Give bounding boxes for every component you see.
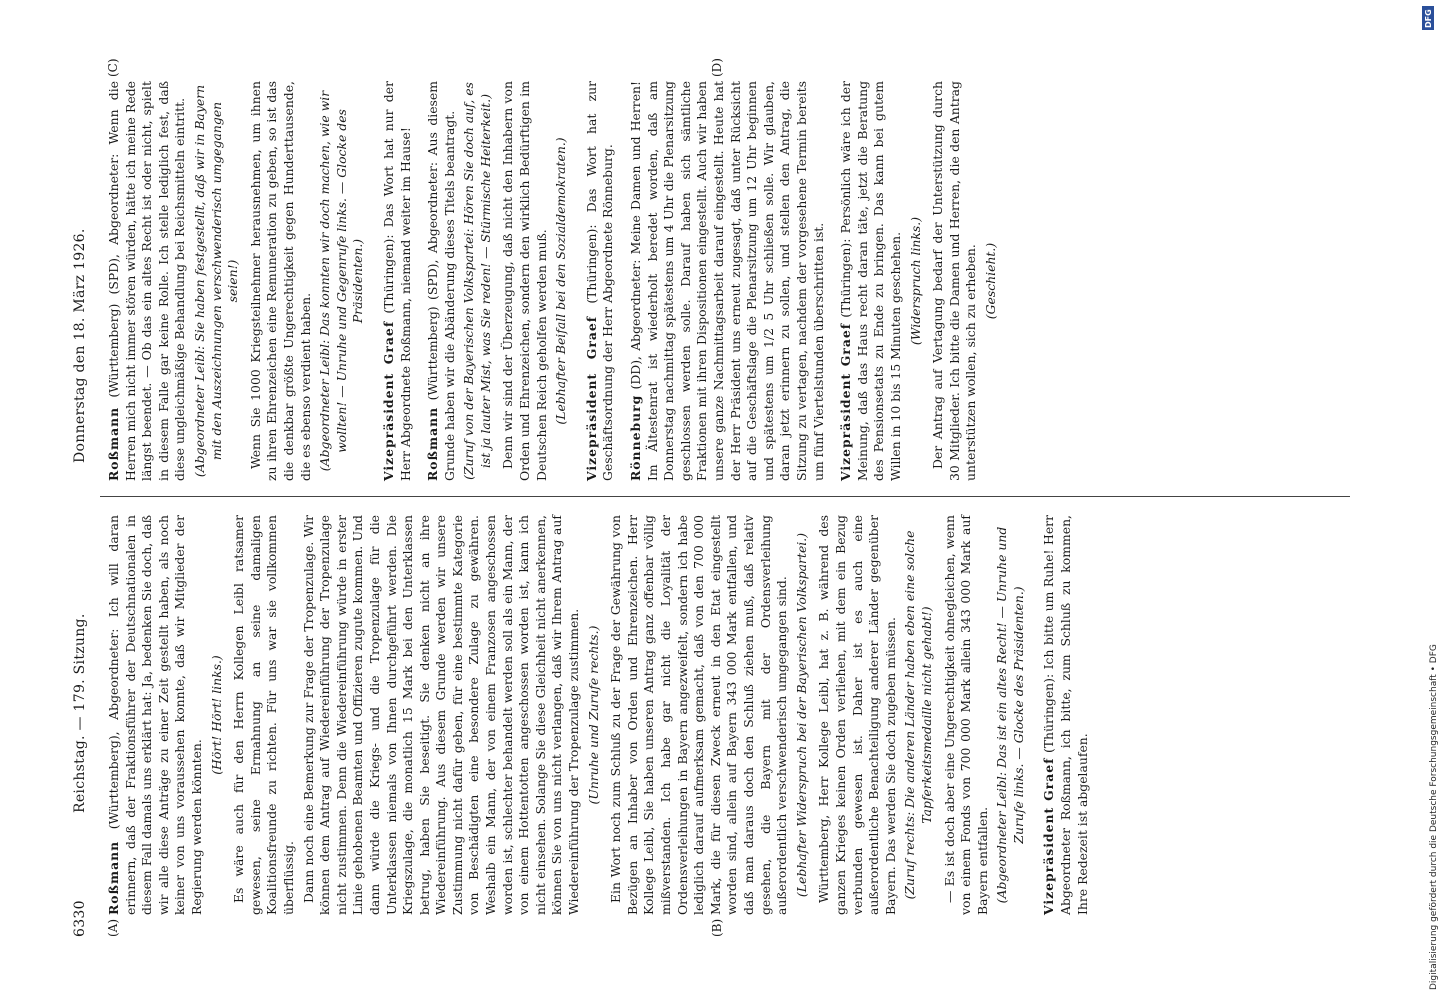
paragraph: Dann noch eine Bemerkung zur Frage der Tropenzulage. Wir können dem Antrag auf Wiedereinführung der Tropenzulage nicht zustimmen. Denn die Wiedereinführung würde in erster Linie gehobenen Beamten und Offizieren zugute kommen. Und dann würde die Kriegs- und die Tropenzulage für die Unterklassen niemals von Ihnen durchgeführt werden. Die Kriegszulage, die monatlich 15 Mark bei den Unterklassen betrug, haben Sie beseitigt. Sie denken nicht an ihre Wiedereinführung. Aus diesem Grunde werden wir unsere Zustimmung nicht dafür geben, für eine bestimmte Kategorie von Beschädigten eine besondere Zulage zu gewähren. Weshalb ein Mann, der von einem Franzosen angeschossen worden ist, schlechter behandelt werden soll als ein Mann, der von einem Hottentotten angeschossen worden ist, kann ich nicht einsehen. Solange Sie diese Gleichheit nicht anerkennen, können Sie von uns nicht verlangen, daß wir Ihrem Antrag auf Wiedereinführung der Tropenzulage zustimmen. — [300, 515, 582, 915]
sidebar-credit: Digitalisierung gefördert durch die Deutsche Forschungsgemeinschaft • DFG — [1429, 644, 1439, 990]
speech-text: (Württemberg) (SPD), Abgeordneter: Wenn die Herren mich nicht immer stören würden, hätte ich meine Rede längst beendet. — Ob das ein altes Recht ist oder nicht, spielt in diesem Falle gar keine Rolle. Ich stelle lediglich fest, daß diese ungleichmäßige Behandlung bei Reichsmitteln eintritt. — [106, 81, 188, 481]
interjection: (Zuruf rechts: Die anderen Länder haben eben eine solche Tapferkeitsmedaille nicht gehabt!) — [902, 530, 934, 900]
header-right-title: Donnerstag den 18. März 1926. — [72, 228, 88, 463]
speech-text: (Württemberg), Abgeordneter: Ich will daran erinnern, daß der Fraktionsführer der Deutschnationalen in diesem Fall damals uns erklärt hat: Ja, bedenken Sie doch, daß wir alle diese Anträge zu einer Zeit gestellt haben, als noch keiner von uns voraussehen konnte, daß wir Mitglieder der Regierung werden könnten. — [106, 515, 204, 915]
paragraph: Es wäre auch für den Herrn Kollegen Leibl ratsamer gewesen, seine Ermahnung an seine damaligen Koalitionsfreunde zu richten. Für uns war sie vollkommen überflüssig. — [231, 515, 296, 915]
paragraph: Der Antrag auf Vertagung bedarf der Unterstützung durch 30 Mitglieder. Ich bitte die Damen und Herren, die den Antrag unterstützen wollen, sich zu erheben. — [930, 81, 979, 481]
speaker-name: Vizepräsident Graef — [838, 322, 854, 481]
speech-text: (Thüringen): Ich bitte um Ruhe! Herr Abgeordneter Roßmann, ich bitte, zum Schluß zu kommen, Ihre Redezeit ist abgelaufen. — [1041, 514, 1090, 915]
speech-text: (Thüringen): Das Wort hat nur der Herr Abgeordnete Roßmann, niemand weiter im Hause! — [380, 81, 413, 481]
interjection: (Widerspruch links.) — [907, 216, 923, 346]
page-header — [70, 53, 96, 943]
speaker-name: Vizepräsident Graef — [1041, 757, 1057, 915]
speech-text: (Thüringen): Persönlich wäre ich der Meinung, daß das Haus recht daran täte, jetzt die Beratung des Pensionsetats zu Ende zu bringen. Das kann bei gutem Willen in 10 bis 15 Minuten geschehen. — [838, 80, 903, 481]
speech-text: (DD), Abgeordneter: Meine Damen und Herren! Im Ältestenrat ist wiederholt beredet worden, daß am Donnerstag nachmittag spätestens um 4 Uhr die Plenarsitzung geschlossen werden solle. Darauf haben sich sämtliche Fraktionen mit ihren Dispositionen eingestellt. Auch wir haben unsere ganze Nachmittagsarbeit darauf eingestellt. Heute hat der Herr Präsident uns erneut zugesagt, daß unter Rücksicht auf die Geschäftslage die Plenarsitzung um 12 Uhr beginnen und spätestens um 1/2 5 Uhr schließen solle. Wir glauben, daran jetzt erinnern zu sollen, und stellen den Antrag, die Sitzung zu vertagen, nachdem der vorgesehene Termin bereits um fünf Viertelstunden überschritten ist. — [628, 81, 826, 481]
spacer — [620, 81, 628, 481]
page-number: 6330 — [72, 900, 88, 937]
right-column — [106, 81, 1006, 481]
margin-marker-a: (A) — [106, 918, 120, 937]
paragraph: Ein Wort noch zum Schluß zu der Frage der Gewährung von Bezügen an Inhaber von Orden und Ehrenzeichen. Herr Kollege Leibl, Sie haben unseren Antrag ganz offenbar völlig mißverstanden. Ich habe gar nicht die Loyalität der Ordensverleihungen in Bayern angezweifelt, sondern ich habe lediglich darauf aufmerksam gemacht, daß von den 700 000 Mark, die für diesen Zweck erneut in den Etat eingestellt worden sind, allein auf Bayern 343 000 Mark entfallen, und daß man daraus doch den Schluß ziehen muß, daß relativ gesehen, die Bayern mit der Ordensverleihung außerordentlich verschwenderisch umgegangen sind. — [608, 515, 790, 915]
margin-marker-c: (C) — [106, 58, 120, 77]
paragraph — [1041, 515, 1091, 915]
interjection: (Lebhafter Beifall bei den Sozialdemokraten.) — [553, 137, 569, 425]
paragraph: — Es ist doch aber eine Ungerechtigkeit ohnegleichen, wenn von einem Fonds von 700 000 Mark allein 343 000 Mark auf Bayern entfallen. — [941, 515, 990, 915]
spacer — [1033, 515, 1041, 915]
paragraph — [106, 81, 189, 481]
spacer — [576, 81, 584, 481]
speaker-name: Roßmann — [106, 840, 121, 915]
rotated-page-content — [70, 53, 1360, 943]
paragraph — [628, 81, 827, 481]
paragraph — [425, 81, 458, 481]
interjection: (Zuruf von der Bayerischen Volkspartei: Hören Sie doch auf, es ist ja lauter Mist, was Sie reden! — Stürmische Heiterkeit.) — [461, 82, 493, 480]
header-left-title: Reichstag. — 179. Sitzung. — [72, 613, 88, 813]
dfg-logo-label: DFG — [1424, 9, 1433, 28]
spacer — [373, 81, 381, 481]
interjection: (Geschieht.) — [982, 242, 998, 320]
margin-marker-b: (B) — [710, 918, 724, 937]
speaker-name: Roßmann — [425, 406, 441, 481]
interjection: (Unruhe und Zurufe rechts.) — [585, 625, 601, 805]
spacer — [830, 81, 838, 481]
interjection: (Abgeordneter Leibl: Das ist ein altes Recht! — Unruhe und Zurufe links. — Glocke des Präsidenten.) — [994, 526, 1026, 904]
paragraph: Wenn Sie 1000 Kriegsteilnehmer herausnehmen, um ihnen zu ihren Ehrenzeichen eine Remuneration zu geben, so ist das die denkbar größte Ungerechtigkeit gegen Hunderttausende, die es ebenso verdient haben. — [247, 81, 313, 481]
paragraph — [106, 515, 206, 915]
left-column — [106, 515, 1094, 915]
paragraph: Denn wir sind der Überzeugung, daß nicht den Inhabern von Orden und Ehrenzeichen, sondern den wirklich Bedürftigen im Deutschen Reich geholfen werden muß. — [500, 81, 549, 481]
speech-text: (Württemberg) (SPD), Abgeordneter: Aus diesem Grunde haben wir die Abänderung dieses Titels beantragt. — [425, 81, 457, 481]
paragraph — [381, 81, 414, 481]
speech-text: (Thüringen): Das Wort hat zur Geschäftsordnung der Herr Abgeordnete Rönneburg. — [583, 80, 616, 481]
paragraph — [838, 81, 904, 481]
speaker-name: Vizepräsident Graef — [380, 320, 396, 481]
interjection: (Abgeordneter Leibl: Sie haben festgestellt, daß wir in Bayern mit den Auszeichnungen verschwenderisch umgegangen seien!) — [191, 84, 241, 478]
spacer — [417, 81, 425, 481]
interjection: (Abgeordneter Leibl: Das konnten wir doch machen, wie wir wollten! — Unruhe und Gegenrufe links. — Glocke des Präsidenten.) — [317, 90, 366, 472]
paragraph: Württemberg, Herr Kollege Leibl, hat z. B. während des ganzen Krieges keinen Orden verliehen, mit dem ein Bezug verbunden gewesen ist. Daher ist es auch eine außerordentliche Benachteiligung anderer Länder gegenüber Bayern. Das werden Sie doch zugeben müssen. — [816, 515, 898, 915]
column-divider — [100, 496, 1350, 497]
margin-marker-d: (D) — [710, 58, 724, 77]
interjection: (Hört! Hört! links.) — [208, 655, 224, 775]
speaker-name: Rönneburg — [628, 394, 644, 481]
interjection: (Lebhafter Widerspruch bei der Bayerischen Volkspartei.) — [793, 532, 809, 898]
speaker-name: Roßmann — [106, 406, 121, 481]
speaker-name: Vizepräsident Graef — [583, 315, 599, 481]
paragraph — [584, 81, 617, 481]
